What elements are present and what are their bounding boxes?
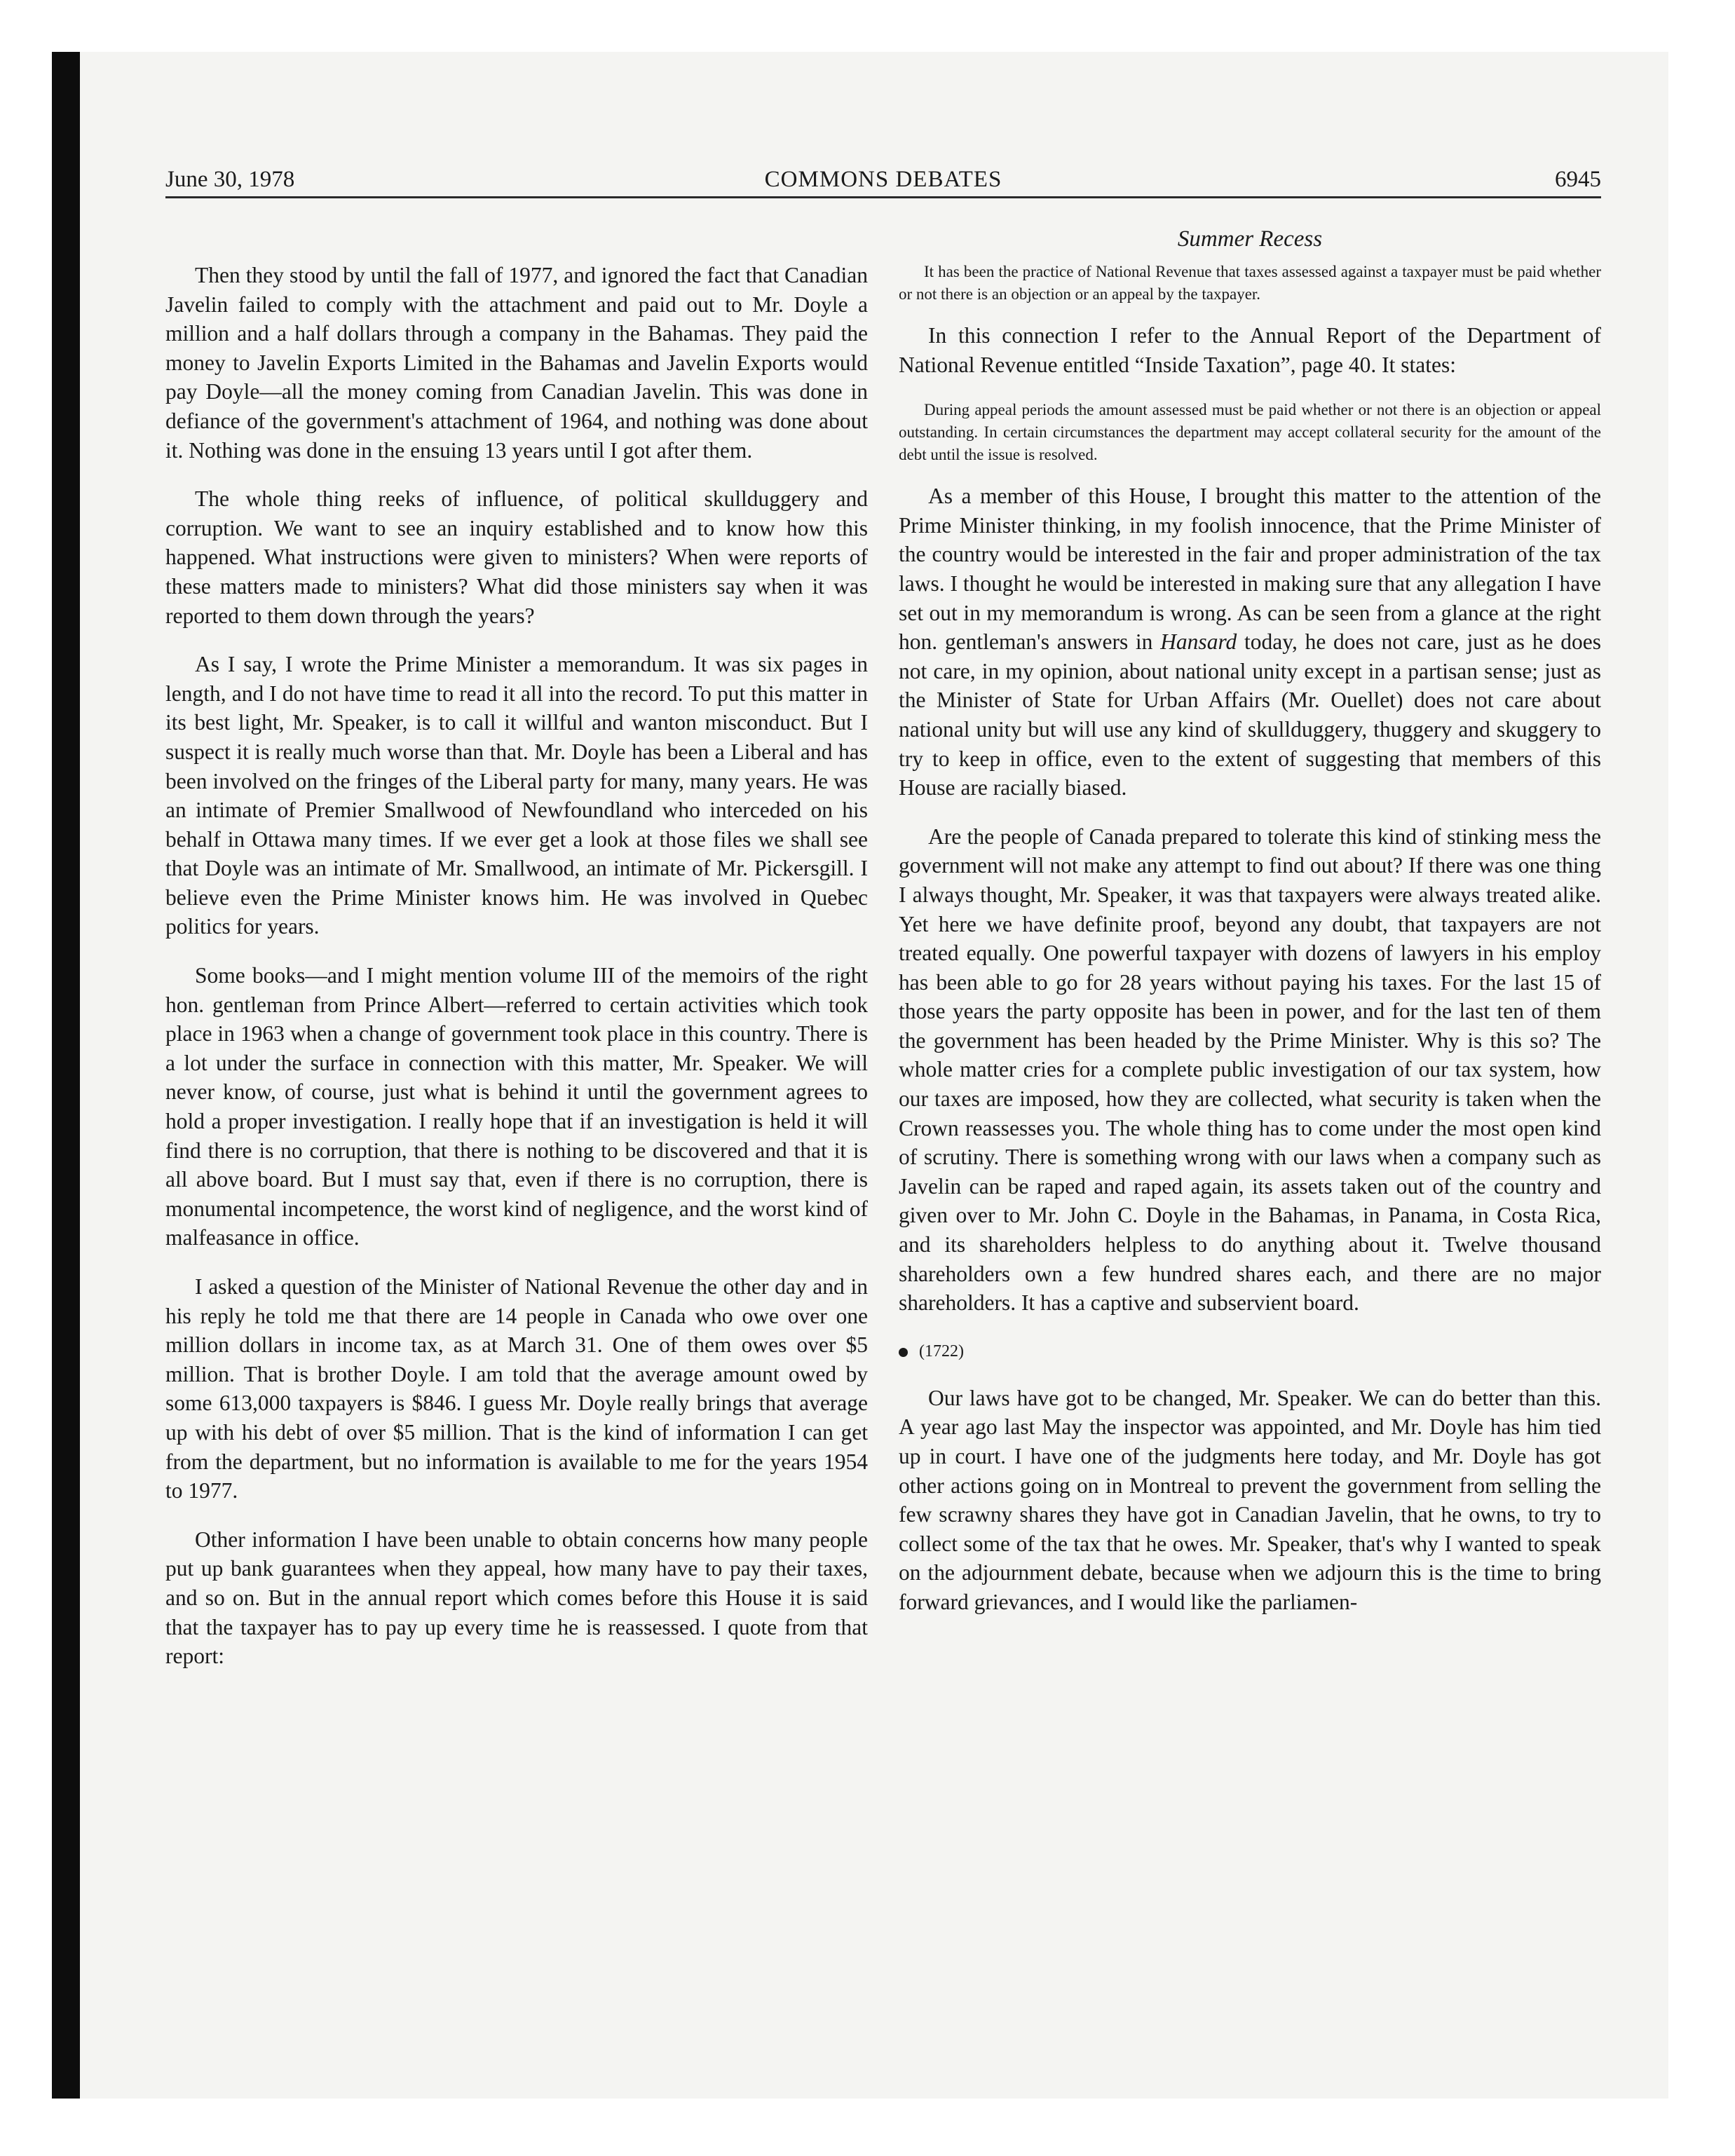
scan-edge-shadow [52, 52, 80, 2099]
bullet-icon [899, 1348, 908, 1357]
block-quote: It has been the practice of National Revenue that taxes assessed against a taxpayer must be paid whether or not there is an objection or an appeal by the taxpayer. [899, 263, 1601, 303]
paragraph: Are the people of Canada prepared to tolerate this kind of stinking mess the government will not make any attempt to find out about? If there was one thing I always thought, Mr. Speaker, it was that taxpayers were always treated alike. Yet here we have definite proof, beyond any doubt, that taxpayers are not treated equally. One powerful taxpayer with dozens of lawyers in his employ has been able to go for 28 years without paying his taxes. For the last 15 of those years the party opposite has been in power, and for the last ten of them the government has been headed by the Prime Minister. Why is this so? The whole matter cries for a complete public investigation of our tax system, how our taxes are imposed, how they are collected, what security is taken when the Crown reassesses you. The whole thing has to come under the most open kind of scrutiny. There is something wrong with our laws when a company such as Javelin can be raped and raped again, its assets taken out of the country and given over to Mr. John C. Doyle in the Bahamas, in Panama, in Costa Rica, and its shareholders helpless to do anything about it. Twelve thousand shareholders own a few hundred shares each, and there are no major shareholders. It has a captive and subservient board. [899, 824, 1601, 1316]
paragraph [899, 482, 1601, 803]
paragraph-text: As a member of this House, I brought this matter to the attention of the Prime Minister thinking, in my foolish innocence, that the Prime Minister of the country would be interested in the fair and proper administration of the tax laws. I thought he would be interested in making sure that any allegation I have set out in my memorandum is wrong. As can be seen from a glance at the right hon. gentleman's answers in [899, 484, 1601, 655]
paragraph: I asked a question of the Minister of National Revenue the other day and in his reply he told me that there are 14 people in Canada who owe over one million dollars in income tax, as at March 31. One of them owes over $5 million. That is brother Doyle. I am told that the average amount owed by some 613,000 taxpayers is $846. I guess Mr. Doyle really brings that average up with his debt of over $5 million. That is the kind of information I can get from the department, but no information is available to me for the years 1954 to 1977. [165, 1274, 868, 1503]
page-header [165, 163, 1601, 198]
header-page-number: 6945 [1555, 167, 1601, 192]
right-column [899, 224, 1601, 1637]
hansard-title: Hansard [1160, 629, 1237, 655]
block-quote: During appeal periods the amount assessed must be paid whether or not there is an objection or appeal outstanding. In certain circumstances the department may accept collateral security for the amount of the debt until the issue is resolved. [899, 401, 1601, 464]
header-date: June 30, 1978 [165, 167, 295, 192]
section-title: Summer Recess [1177, 226, 1323, 252]
time-marker-label: (1722) [919, 1342, 964, 1360]
paragraph: As I say, I wrote the Prime Minister a memorandum. It was six pages in length, and I do not have time to read it all into the record. To put this matter in its best light, Mr. Speaker, is to call it willful and wanton misconduct. But I suspect it is really much worse than that. Mr. Doyle has been a Liberal and has been involved on the fringes of the Liberal party for many, many years. He was an intimate of Premier Smallwood of Newfoundland who interceded on his behalf in Ottawa many times. If we ever get a look at those files we shall see that Doyle was an intimate of Mr. Smallwood, an intimate of Mr. Pickersgill. I believe even the Prime Minister knows him. He was involved in Quebec politics for years. [165, 652, 868, 939]
paragraph: Then they stood by until the fall of 1977, and ignored the fact that Canadian Javelin failed to comply with the attachment and paid out to Mr. Doyle a million and a half dollars through a company in the Bahamas. They paid the money to Javelin Exports Limited in the Bahamas and Javelin Exports would pay Doyle—all the money coming from Canadian Javelin. This was done in defiance of the government's attachment of 1964, and nothing was done about it. Nothing was done in the ensuing 13 years until I got after them. [165, 263, 868, 463]
time-marker [899, 1337, 1601, 1365]
left-column [165, 224, 868, 1691]
paragraph: Other information I have been unable to obtain concerns how many people put up bank guarantees when they appeal, how many have to pay their taxes, and so on. But in the annual report which comes before this House it is said that the taxpayer has to pay up every time he is reassessed. I quote from that report: [165, 1527, 868, 1669]
paragraph: The whole thing reeks of influence, of political skullduggery and corruption. We want to see an inquiry established and to know how this happened. What instructions were given to ministers? When were reports of these matters made to ministers? What did those ministers say when it was reported to them down through the years? [165, 486, 868, 628]
paragraph: Our laws have got to be changed, Mr. Speaker. We can do better than this. A year ago last May the inspector was appointed, and Mr. Doyle has him tied up in court. I have one of the judgments here today, and Mr. Doyle has got other actions going on in Montreal to prevent the government from selling the few scrawny shares they have got in Canadian Javelin, that he owns, to try to collect some of the tax that he owes. Mr. Speaker, that's why I wanted to speak on the adjournment debate, because when we adjourn this is the time to bring forward grievances, and I would like the parliamen- [899, 1385, 1601, 1614]
header-title: COMMONS DEBATES [764, 167, 1002, 192]
paragraph: In this connection I refer to the Annual Report of the Department of National Revenue entitled “Inside Taxation”, page 40. It states: [899, 323, 1601, 377]
paragraph: Some books—and I might mention volume III of the memoirs of the right hon. gentleman from Prince Albert—referred to certain activities which took place in 1963 when a change of government took place in this country. There is a lot under the surface in connection with this matter, Mr. Speaker. We will never know, of course, just what is behind it until the government agrees to hold a proper investigation. I really hope that if an investigation is held it will find there is no corruption, that there is nothing to be discovered and that it is all above board. But I must say that, even if there is no corruption, there is monumental incompetence, the worst kind of negligence, and the worst kind of malfeasance in office. [165, 963, 868, 1250]
paragraph-text: today, he does not care, just as he does not care, in my opinion, about national unity except in a partisan sense; just as the Minister of State for Urban Affairs (Mr. Ouellet) does not care about national unity but will use any kind of skullduggery, thuggery and skuggery to try to keep in office, even to the extent of suggesting that members of this House are racially biased. [899, 629, 1601, 800]
